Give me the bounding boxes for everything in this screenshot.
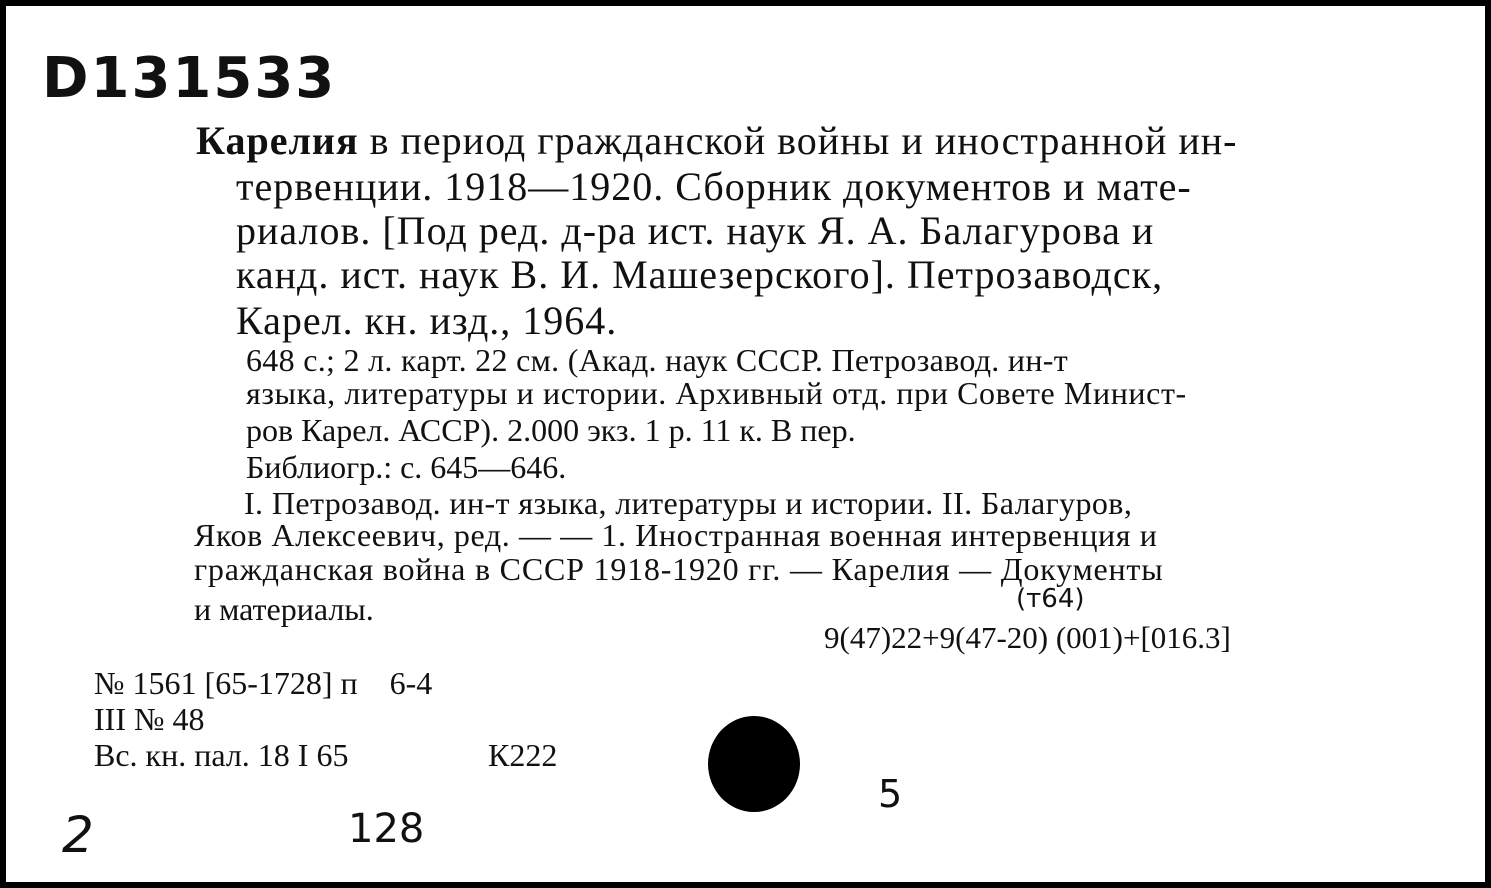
subjects-line-3: гражданская война в СССР 1918-1920 гг. — Карелия — Документы: [194, 551, 1164, 587]
entry-line-4: канд. ист. наук В. И. Машезерского]. Петрозаводск,: [236, 252, 1164, 297]
classification-index: 9(47)22+9(47-20) (001)+[016.3]: [824, 620, 1231, 655]
details-line-4: Библиогр.: с. 645—646.: [246, 449, 567, 485]
details-line-1: 648 с.; 2 л. карт. 22 см. (Акад. наук СССР. Петрозавод. ин-т: [246, 342, 1068, 378]
subjects-line-2: Яков Алексеевич, ред. — — 1. Иностранная военная интервенция и: [194, 517, 1158, 553]
handwritten-t64: (т64): [1016, 584, 1085, 614]
call-number: D131533: [42, 46, 337, 111]
handwritten-2: 2: [62, 806, 94, 864]
registry-line-3: Вс. кн. пал. 18 I 65: [94, 737, 349, 773]
registry-line-1: № 1561 [65-1728] п 6-4: [94, 665, 433, 701]
entry-line-1-rest: в период гражданской войны и иностранной ин-: [358, 118, 1238, 163]
entry-line-1: [196, 118, 1237, 164]
details-line-2: языка, литературы и истории. Архивный отд. при Совете Минист-: [246, 375, 1187, 411]
entry-line-2: тервенции. 1918—1920. Сборник документов и мате-: [236, 164, 1192, 209]
punch-hole: [708, 716, 800, 812]
registry-line-2: III № 48: [94, 701, 205, 737]
details-line-3: ров Карел. АССР). 2.000 экз. 1 р. 11 к. В пер.: [246, 412, 856, 448]
registry-code: К222: [488, 737, 558, 773]
entry-line-3: риалов. [Под ред. д-ра ист. наук Я. А. Балагурова и: [236, 208, 1155, 253]
subjects-line-1: I. Петрозавод. ин-т языка, литературы и истории. II. Балагуров,: [244, 485, 1133, 521]
subjects-line-4: и материалы.: [194, 591, 374, 627]
entry-title: Карелия: [196, 118, 359, 163]
handwritten-5: 5: [878, 772, 903, 816]
entry-line-5: Карел. кн. изд., 1964.: [236, 298, 618, 343]
handwritten-128: 128: [348, 806, 425, 852]
